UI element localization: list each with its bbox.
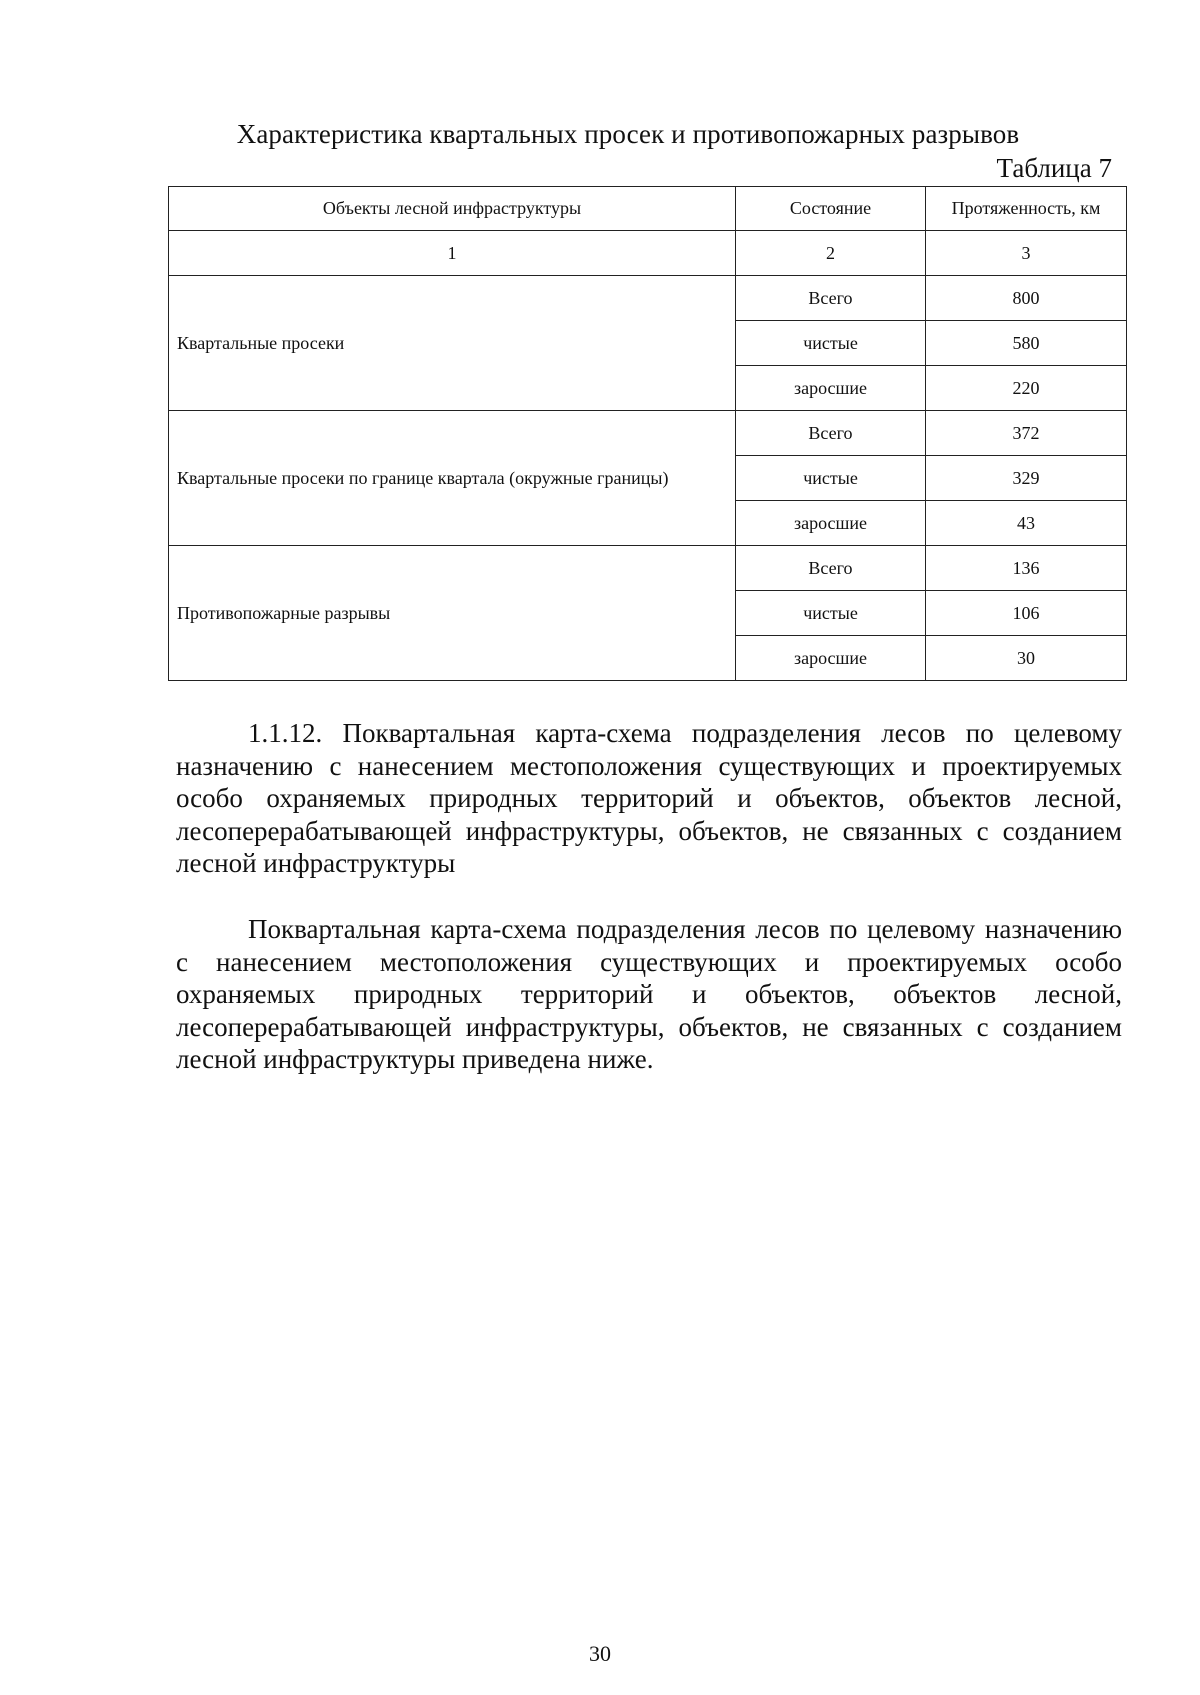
length-cell: 220 <box>926 366 1127 411</box>
section-description <box>176 913 1122 1076</box>
infrastructure-table <box>168 186 1127 681</box>
length-cell: 800 <box>926 276 1127 321</box>
length-cell: 580 <box>926 321 1127 366</box>
table-row <box>169 411 1127 456</box>
table-column-number-row <box>169 231 1127 276</box>
state-cell: чистые <box>736 591 926 636</box>
length-cell: 329 <box>926 456 1127 501</box>
page-number: 30 <box>589 1641 611 1666</box>
state-cell: чистые <box>736 321 926 366</box>
table-title: Характеристика квартальных просек и противопожарных разрывов <box>236 119 1020 149</box>
state-cell: заросшие <box>736 501 926 546</box>
table-row <box>169 546 1127 591</box>
state-cell: Всего <box>736 546 926 591</box>
table-header-row <box>169 187 1127 231</box>
header-state: Состояние <box>736 187 926 231</box>
length-cell: 372 <box>926 411 1127 456</box>
length-cell: 106 <box>926 591 1127 636</box>
header-length: Протяженность, км <box>926 187 1127 231</box>
object-cell: Квартальные просеки <box>169 276 736 411</box>
state-cell: заросшие <box>736 366 926 411</box>
section-1-1-12 <box>176 717 1122 880</box>
section-paragraph: 1.1.12. Поквартальная карта-схема подразделения лесов по целевому назначению с нанесением местоположения существующих и проектируемых особо охраняемых природных территорий и объектов, объектов лесной, лесоперерабатывающей инфраструктуры, объектов, не связанных с созданием лесной инфраструктуры <box>176 718 1122 878</box>
column-number: 3 <box>926 231 1127 276</box>
column-number: 2 <box>736 231 926 276</box>
column-number: 1 <box>169 231 736 276</box>
state-cell: чистые <box>736 456 926 501</box>
object-cell: Противопожарные разрывы <box>169 546 736 681</box>
state-cell: Всего <box>736 411 926 456</box>
length-cell: 43 <box>926 501 1127 546</box>
state-cell: заросшие <box>736 636 926 681</box>
length-cell: 136 <box>926 546 1127 591</box>
header-objects: Объекты лесной инфраструктуры <box>169 187 736 231</box>
length-cell: 30 <box>926 636 1127 681</box>
section-paragraph: Поквартальная карта-схема подразделения лесов по целевому назначению с нанесением местоположения существующих и проектируемых особо охраняемых природных территорий и объектов, объектов лесной, лесоперерабатывающей инфраструктуры, объектов, не связанных с созданием лесной инфраструктуры приведена ниже. <box>176 914 1122 1074</box>
state-cell: Всего <box>736 276 926 321</box>
table-number: Таблица 7 <box>996 153 1112 183</box>
object-cell: Квартальные просеки по границе квартала (окружные границы) <box>169 411 736 546</box>
table-row <box>169 276 1127 321</box>
